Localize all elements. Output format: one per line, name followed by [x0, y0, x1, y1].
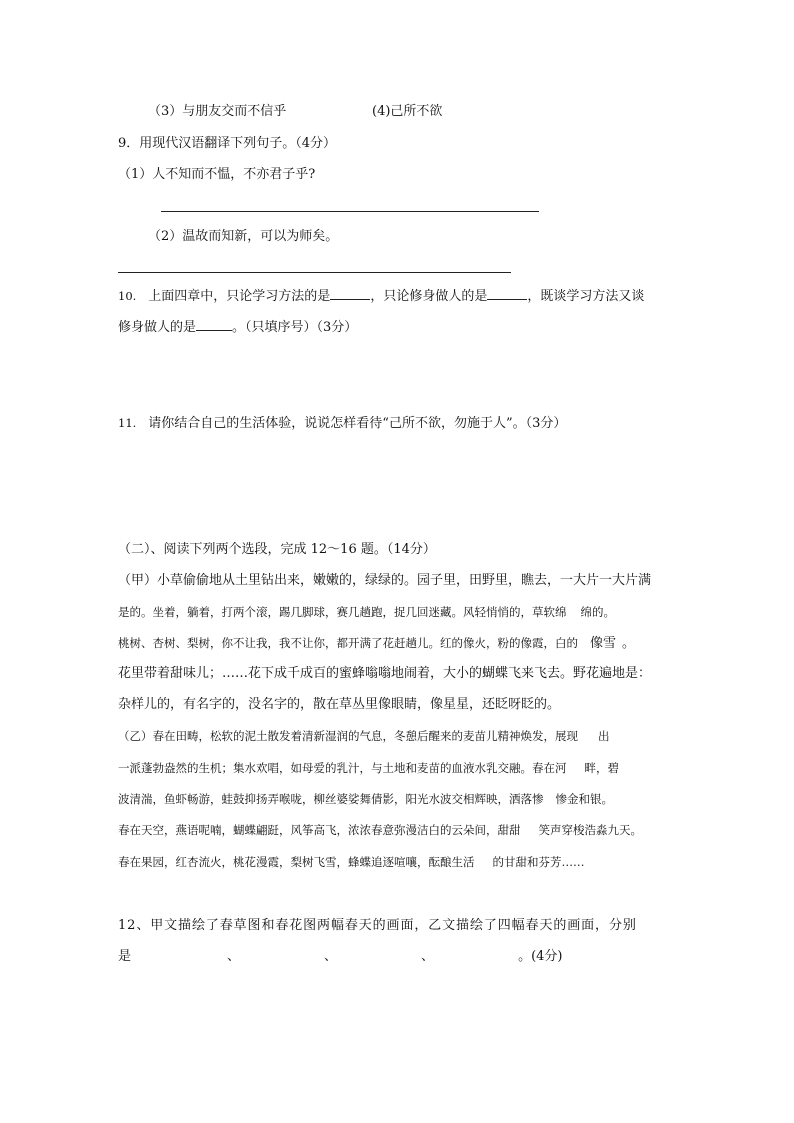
q9-item-2: （2）温故而知新，可以为师矣。 [148, 229, 339, 244]
passage-yi-line-5a: 春在果园，红杏流火，桃花漫霞，梨树飞雪，蜂蝶追逐喧嚷，酝酿生活 [118, 855, 475, 869]
passage-jia-line-5: 杂样儿的，有名字的，没名字的，散在草丛里像眼睛，像星星，还眨呀眨的。 [118, 697, 561, 712]
q8-option-4: (4)己所不欲 [372, 104, 443, 119]
q10-blank-1[interactable] [330, 287, 370, 300]
q10-line-1 [118, 287, 644, 306]
q8-option-3: （3）与朋友交而不信乎 [148, 104, 287, 119]
passage-yi-line-2b: 畔，碧 [584, 761, 619, 775]
passage-jia-line-2a: 是的。坐着，躺着，打两个滚，踢几脚球，赛几趟跑，捉几回迷藏。风轻悄悄的，草软绵 [118, 605, 567, 619]
passage-jia-line-4: 花里带着甜味儿；……花下成千成百的蜜蜂嗡嗡地闹着，大小的蝴蝶飞来飞去。野花遍地是： [118, 666, 652, 681]
passage-yi-line-1 [118, 727, 610, 745]
passage-jia-line-3 [118, 634, 635, 653]
passage-yi-line-4 [118, 821, 642, 839]
q12-line-2 [118, 948, 562, 966]
q9-stem: 9．用现代汉语翻译下列句子。（4分） [118, 136, 337, 151]
q12-sep-1: 、 [227, 949, 241, 964]
passage-jia-line-3a: 桃树、杏树、梨树，你不让我，我不让你，都开满了花赶趟儿。红的像火，粉的像霞，白的 [118, 636, 578, 650]
q9-item-1: （1）人不知而不愠，不亦君子乎? [118, 167, 316, 182]
q10-text-line2b: 。（只填序号）（3分） [232, 320, 358, 335]
q12-line-1: 12、甲文描绘了春草图和春花图两幅春天的画面，乙文描绘了四幅春天的画面，分别 [118, 918, 637, 933]
q10-blank-3[interactable] [196, 318, 232, 331]
passage-yi-line-4a: 春在天空，燕语呢喃，蝴蝶翩跹，风筝高飞，浓浓春意弥漫洁白的云朵间，甜甜 [118, 823, 521, 837]
passage-jia-line-1: （甲）小草偷偷地从土里钻出来，嫩嫩的，绿绿的。园子里，田野里，瞧去，一大片一大片满 [118, 573, 652, 588]
passage-jia-line-3b: 像雪 [590, 636, 617, 651]
passage-yi-line-5b: 的甘甜和芬芳…… [492, 855, 585, 869]
q9-answer-line-1[interactable] [161, 211, 539, 212]
q12-line2-start: 是 [118, 949, 132, 964]
passage-yi-line-4b: 笑声穿梭浩淼九天。 [538, 823, 642, 837]
passage-yi-line-1b: 出 [598, 729, 610, 743]
passage-jia-line-2 [118, 603, 615, 621]
q10-text-line2a: 修身做人的是 [118, 320, 197, 335]
q11-line [118, 414, 566, 433]
q10-blank-2[interactable] [487, 287, 527, 300]
passage-yi-line-1a: （乙）春在田畴，松软的泥土散发着清新湿润的气息，冬憩后醒来的麦苗儿精神焕发，展现 [118, 729, 578, 743]
q10-line-2 [118, 318, 357, 337]
q12-sep-2: 、 [324, 949, 338, 964]
q10-number: 10. [118, 289, 137, 303]
passage-yi-line-3a: 波清湍，鱼虾畅游，蛙鼓抑扬弄喉咙，柳丝婆娑舞倩影，阳光水波交相辉映，洒落惨 [118, 792, 544, 806]
q11-text: 请你结合自己的生活体验，说说怎样看待“己所不欲，勿施于人”。（3分） [148, 416, 567, 431]
passage-yi-line-2 [118, 759, 619, 777]
section-2-header: （二）、阅读下列两个选段，完成 12～16 题。（14分） [118, 542, 436, 557]
q11-number: 11. [118, 416, 137, 430]
passage-yi-line-3 [118, 790, 613, 808]
q10-text-part2: ，只论修身做人的是 [370, 289, 488, 304]
passage-yi-line-2a: 一派蓬勃盎然的生机；集水欢唱，如母爱的乳汁，与土地和麦苗的血液水乳交融。春在河 [118, 761, 567, 775]
q10-text-part3: ，既谈学习方法又谈 [527, 289, 645, 304]
passage-jia-line-2b: 绵的。 [580, 605, 615, 619]
q12-sep-3: 、 [421, 949, 435, 964]
q12-end: 。(4分) [518, 949, 563, 964]
q10-text-part1: 上面四章中，只论学习方法的是 [148, 289, 331, 304]
passage-yi-line-5 [118, 853, 585, 871]
q9-answer-line-2[interactable] [118, 272, 511, 273]
passage-jia-line-3c: 。 [622, 636, 636, 651]
passage-yi-line-3b: 惨金和银。 [555, 792, 613, 806]
